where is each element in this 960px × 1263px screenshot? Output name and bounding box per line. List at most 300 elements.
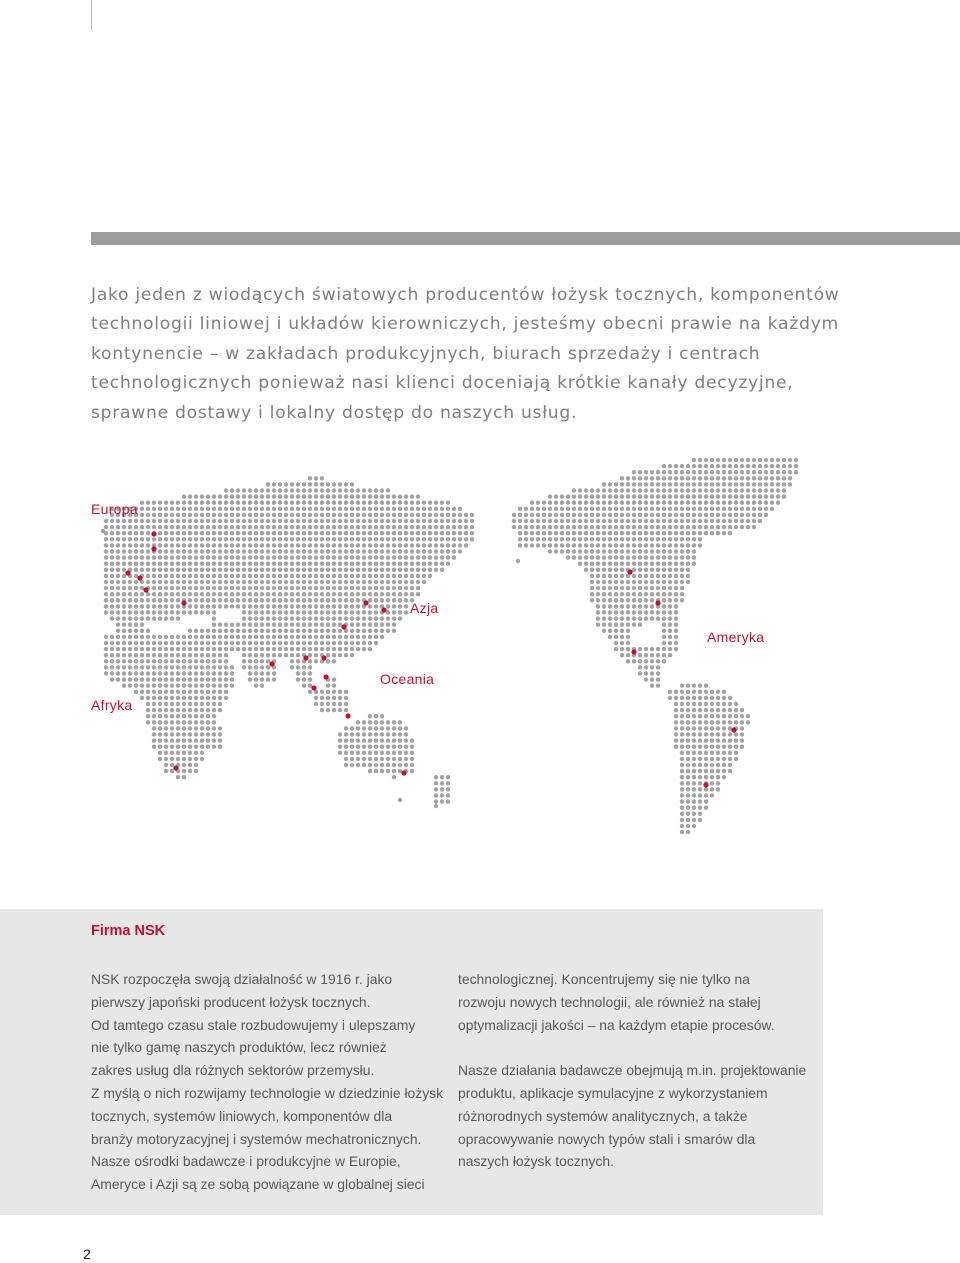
land-dot [668,476,672,480]
land-dot [302,604,306,608]
land-dot [344,555,348,559]
land-dot [650,647,654,651]
land-dot [182,677,186,681]
land-dot [404,757,408,761]
land-dot [170,696,174,700]
land-dot [524,519,528,523]
land-dot [746,507,750,511]
land-dot [368,738,372,742]
land-dot [638,555,642,559]
land-dot [230,562,234,566]
land-dot [578,555,582,559]
land-dot [158,501,162,505]
land-dot [224,537,228,541]
land-dot [266,653,270,657]
land-dot [422,568,426,572]
land-dot [692,714,696,718]
land-dot [704,714,708,718]
land-dot [434,531,438,535]
land-dot [326,513,330,517]
land-dot [416,494,420,498]
land-dot [170,665,174,669]
land-dot [320,629,324,633]
land-dot [212,610,216,614]
land-dot [290,647,294,651]
land-dot [284,598,288,602]
land-dot [692,525,696,529]
land-dot [680,549,684,553]
land-dot [302,549,306,553]
land-dot [692,757,696,761]
land-dot [356,641,360,645]
land-dot [212,623,216,627]
land-dot [158,751,162,755]
land-dot [578,543,582,547]
land-dot [266,641,270,645]
land-dot [608,501,612,505]
land-dot [116,555,120,559]
land-dot [332,592,336,596]
land-dot [356,543,360,547]
land-dot [212,598,216,602]
land-dot [692,738,696,742]
land-dot [158,610,162,614]
land-dot [680,696,684,700]
land-dot [260,494,264,498]
land-dot [320,519,324,523]
land-dot [344,757,348,761]
land-dot [200,635,204,639]
land-dot [164,671,168,675]
land-dot [320,616,324,620]
land-dot [248,592,252,596]
land-dot [122,629,126,633]
land-dot [350,568,354,572]
land-dot [182,653,186,657]
land-dot [224,696,228,700]
land-dot [350,580,354,584]
land-dot [152,568,156,572]
land-dot [392,769,396,773]
land-dot [374,738,378,742]
land-dot [644,659,648,663]
land-dot [176,519,180,523]
land-dot [308,562,312,566]
land-dot [242,647,246,651]
land-dot [320,592,324,596]
land-dot [410,555,414,559]
land-dot [212,507,216,511]
land-dot [230,592,234,596]
land-dot [326,708,330,712]
land-dot [260,543,264,547]
land-dot [692,549,696,553]
land-dot [320,537,324,541]
land-dot [398,732,402,736]
land-dot [386,519,390,523]
land-dot [314,482,318,486]
land-dot [272,525,276,529]
land-dot [644,574,648,578]
land-dot [128,629,132,633]
land-dot [356,574,360,578]
land-dot [674,586,678,590]
land-dot [404,604,408,608]
land-dot [236,537,240,541]
land-dot [212,592,216,596]
land-dot [278,543,282,547]
land-dot [656,482,660,486]
land-dot [422,555,426,559]
land-dot [626,549,630,553]
land-dot [188,665,192,669]
land-dot [518,513,522,517]
land-dot [398,562,402,566]
land-dot [326,696,330,700]
land-dot [470,525,474,529]
land-dot [392,629,396,633]
land-dot [440,501,444,505]
land-dot [710,501,714,505]
land-dot [332,635,336,639]
land-dot [248,665,252,669]
land-dot [278,537,282,541]
land-dot [662,513,666,517]
land-dot [248,604,252,608]
land-dot [404,568,408,572]
land-dot [578,513,582,517]
land-dot [194,769,198,773]
land-dot [296,677,300,681]
land-dot [530,525,534,529]
land-dot [272,562,276,566]
land-dot [296,507,300,511]
land-dot [410,513,414,517]
land-dot [692,775,696,779]
land-dot [668,604,672,608]
land-dot [650,604,654,608]
land-dot [464,513,468,517]
land-dot [254,635,258,639]
land-dot [650,586,654,590]
land-dot [104,647,108,651]
land-dot [656,671,660,675]
land-dot [692,482,696,486]
land-dot [668,623,672,627]
land-dot [758,464,762,468]
land-dot [122,604,126,608]
land-dot [578,531,582,535]
land-dot [116,610,120,614]
land-dot [770,464,774,468]
land-dot [368,641,372,645]
land-dot [206,592,210,596]
land-dot [602,592,606,596]
land-dot [182,671,186,675]
land-dot [698,537,702,541]
land-dot [380,574,384,578]
land-dot [710,531,714,535]
land-dot [146,525,150,529]
land-dot [734,482,738,486]
land-dot [410,574,414,578]
land-dot [242,519,246,523]
land-dot [650,598,654,602]
land-dot [242,525,246,529]
land-dot [254,604,258,608]
land-dot [182,513,186,517]
land-dot [608,635,612,639]
land-dot [332,488,336,492]
land-dot [140,684,144,688]
land-dot [416,543,420,547]
land-dot [608,537,612,541]
land-dot [278,604,282,608]
land-dot [302,586,306,590]
land-dot [692,507,696,511]
land-dot [326,635,330,639]
land-dot [428,531,432,535]
land-dot [302,501,306,505]
land-dot [158,659,162,663]
land-dot [374,720,378,724]
land-dot [254,671,258,675]
land-dot [344,488,348,492]
land-dot [302,568,306,572]
land-dot [338,629,342,633]
land-dot [140,635,144,639]
land-dot [650,592,654,596]
land-dot [218,507,222,511]
land-dot [368,726,372,730]
land-dot [254,623,258,627]
land-dot [596,543,600,547]
land-dot [356,635,360,639]
land-dot [182,568,186,572]
land-dot [416,562,420,566]
land-dot [560,543,564,547]
land-dot [104,635,108,639]
land-dot [722,732,726,736]
land-dot [140,665,144,669]
land-dot [698,726,702,730]
land-dot [404,501,408,505]
land-dot [146,629,150,633]
land-dot [152,580,156,584]
land-dot [518,531,522,535]
land-dot [152,684,156,688]
land-dot [686,684,690,688]
land-dot [338,537,342,541]
land-dot [302,623,306,627]
land-dot [464,543,468,547]
land-dot [308,482,312,486]
land-dot [716,726,720,730]
land-dot [146,555,150,559]
land-dot [644,482,648,486]
land-dot [266,598,270,602]
land-dot [644,525,648,529]
land-dot [368,549,372,553]
land-dot [170,616,174,620]
land-dot [152,555,156,559]
land-dot [662,616,666,620]
land-dot [668,464,672,468]
land-dot [302,574,306,578]
land-dot [224,671,228,675]
land-dot [242,501,246,505]
land-dot [296,537,300,541]
land-dot [362,507,366,511]
land-dot [638,525,642,529]
land-dot [698,494,702,498]
land-dot [656,610,660,614]
land-dot [362,647,366,651]
land-dot [632,659,636,663]
world-dot-map [0,450,960,850]
land-dot [740,476,744,480]
land-dot [662,659,666,663]
land-dot [254,531,258,535]
land-dot [596,513,600,517]
land-dot [134,629,138,633]
land-dot [368,592,372,596]
land-dot [248,568,252,572]
land-dot [296,482,300,486]
land-dot [620,525,624,529]
land-dot [212,616,216,620]
land-dot [170,757,174,761]
land-dot [266,671,270,675]
land-dot [218,513,222,517]
land-dot [692,726,696,730]
land-dot [344,525,348,529]
land-dot [374,519,378,523]
land-dot [158,604,162,608]
land-dot [218,574,222,578]
land-dot [230,586,234,590]
land-dot [296,513,300,517]
land-dot [272,482,276,486]
land-dot [380,726,384,730]
land-dot [704,732,708,736]
land-dot [398,494,402,498]
land-dot [338,519,342,523]
land-dot [728,696,732,700]
land-dot [254,659,258,663]
land-dot [416,513,420,517]
land-dot [740,714,744,718]
land-dot [524,507,528,511]
land-dot [380,720,384,724]
land-dot [122,610,126,614]
land-dot [242,513,246,517]
land-dot [374,574,378,578]
land-dot [350,501,354,505]
land-dot [266,629,270,633]
land-dot [380,494,384,498]
land-dot [164,659,168,663]
land-dot [572,531,576,535]
land-dot [230,604,234,608]
land-dot [728,507,732,511]
land-dot [356,623,360,627]
land-dot [164,525,168,529]
land-dot [134,555,138,559]
land-dot [650,562,654,566]
land-dot [296,568,300,572]
land-dot [608,555,612,559]
land-dot [350,745,354,749]
land-dot [146,647,150,651]
land-dot [224,549,228,553]
land-dot [254,592,258,596]
land-dot [326,610,330,614]
land-dot [602,513,606,517]
land-dot [656,555,660,559]
land-dot [206,690,210,694]
land-dot [140,549,144,553]
text-line: optymalizacji jakości – na każdym etapie procesów. [458,1016,775,1033]
land-dot [188,745,192,749]
land-dot [164,586,168,590]
land-dot [548,501,552,505]
land-dot [116,531,120,535]
land-dot [158,555,162,559]
land-dot [650,555,654,559]
land-dot [662,525,666,529]
land-dot [344,635,348,639]
land-dot [536,543,540,547]
land-dot [608,525,612,529]
land-dot [314,519,318,523]
land-dot [374,549,378,553]
land-dot [626,476,630,480]
land-dot [326,574,330,578]
land-dot [698,732,702,736]
land-dot [398,610,402,614]
land-dot [260,677,264,681]
land-dot [134,665,138,669]
land-dot [458,549,462,553]
land-dot [140,543,144,547]
land-dot [128,543,132,547]
land-dot [662,531,666,535]
land-dot [656,501,660,505]
land-dot [146,568,150,572]
land-dot [164,732,168,736]
land-dot [296,604,300,608]
land-dot [206,726,210,730]
land-dot [122,592,126,596]
land-dot [374,580,378,584]
land-dot [146,562,150,566]
land-dot [572,537,576,541]
land-dot [596,488,600,492]
land-dot [422,549,426,553]
land-dot [152,574,156,578]
land-dot [614,501,618,505]
land-dot [662,604,666,608]
land-dot [212,738,216,742]
land-dot [260,671,264,675]
land-dot [182,531,186,535]
text-line: technologicznej. Koncentrujemy się nie tylko na [458,971,750,987]
land-dot [218,635,222,639]
land-dot [338,555,342,559]
land-dot [644,598,648,602]
land-dot [122,665,126,669]
